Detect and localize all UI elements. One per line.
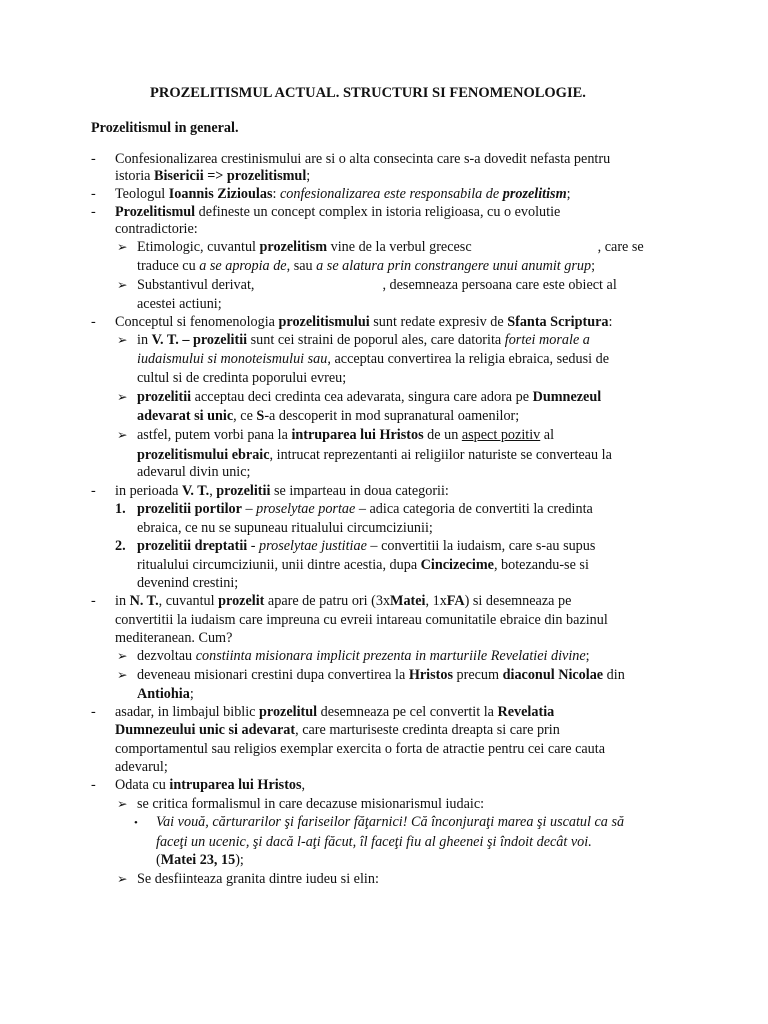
sub-item-line: adevarat si unic, ce S-a descoperit in mod supranatural oamenilor;	[137, 408, 520, 424]
quote-line: Vai vouă, cărturarilor şi fariseilor făţarnici! Că înconjuraţi marea şi uscatul ca să	[156, 814, 625, 830]
sub-item-line: se critica formalismul in care decazuse misionarismul iudaic:	[137, 796, 485, 812]
paragraph-line: in perioada V. T., prozelitii se imparteau in doua categorii:	[115, 483, 449, 499]
sub-item-line: deveneau misionari crestini dupa convertirea la Hristos precum diaconul Nicolae din	[137, 667, 625, 683]
page-title: PROZELITISMUL ACTUAL. STRUCTURI SI FENOMENOLOGIE.	[150, 85, 586, 101]
paragraph-line: Confesionalizarea crestinismului are si o alta consecinta care s-a dovedit nefasta pentru	[115, 151, 611, 167]
dash-marker: -	[91, 593, 96, 609]
sub-item-line: acestei actiuni;	[137, 296, 222, 312]
sub-item-line: Etimologic, cuvantul prozelitism vine de la verbul grecesc , care se	[137, 239, 644, 255]
arrow-bullet-icon: ➢	[117, 278, 128, 292]
sub-item-line: traduce cu a se apropia de, sau a se alatura prin constrangere unui anumit grup;	[137, 258, 596, 274]
paragraph-line: in N. T., cuvantul prozelit apare de patru ori (3xMatei, 1xFA) si desemneaza pe	[115, 593, 572, 609]
dash-marker: -	[91, 777, 96, 793]
numbered-item-line: prozelitii portilor – proselytae portae – adica categoria de convertiti la credinta	[137, 501, 593, 517]
paragraph-line: asadar, in limbajul biblic prozelitul desemneaza pe cel convertit la Revelatia	[115, 704, 555, 720]
sub-item-line: dezvoltau constiinta misionara implicit prezenta in marturiile Revelatiei divine;	[137, 648, 590, 664]
sub-item-line: cultul si de credinta poporului evreu;	[137, 370, 347, 386]
arrow-bullet-icon: ➢	[117, 872, 128, 886]
round-bullet-icon: •	[134, 817, 138, 829]
numbered-item-line: devenind crestini;	[137, 575, 239, 591]
arrow-bullet-icon: ➢	[117, 333, 128, 347]
dash-marker: -	[91, 204, 96, 220]
sub-item-line: Antiohia;	[137, 686, 194, 702]
paragraph-line: Prozelitismul defineste un concept complex in istoria religioasa, cu o evolutie	[115, 204, 561, 220]
quote-line: faceţi un ucenic, şi dacă l-aţi făcut, îl faceţi fiu al gheenei şi îndoit decât voi.	[156, 834, 592, 850]
dash-marker: -	[91, 151, 96, 167]
dash-marker: -	[91, 704, 96, 720]
sub-item-line: astfel, putem vorbi pana la intruparea lui Hristos de un aspect pozitiv al	[137, 427, 555, 443]
dash-marker: -	[91, 186, 96, 202]
quote-line: (Matei 23, 15);	[156, 852, 244, 868]
paragraph-line: Conceptul si fenomenologia prozelitismului sunt redate expresiv de Sfanta Scriptura:	[115, 314, 613, 330]
paragraph-line: Dumnezeului unic si adevarat, care marturiseste credinta dreapta si care prin	[115, 722, 560, 738]
paragraph-line: adevarul;	[115, 759, 168, 775]
paragraph-line: Teologul Ioannis Zizioulas: confesionalizarea este responsabila de prozelitism;	[115, 186, 571, 202]
sub-item-line: Se desfiinteaza granita dintre iudeu si elin:	[137, 871, 379, 887]
enum-marker: 2.	[115, 538, 126, 554]
paragraph-line: istoria Bisericii => prozelitismul;	[115, 168, 311, 184]
sub-item-line: iudaismului si monoteismului sau, acceptau convertirea la religia ebraica, sedusi de	[137, 351, 609, 367]
paragraph-line: comportamentul sau religios exemplar exercita o forta de atractie pentru cei care cauta	[115, 741, 606, 757]
numbered-item-line: prozelitii dreptatii - proselytae justitiae – convertitii la iudaism, care s-au supus	[137, 538, 596, 554]
dash-marker: -	[91, 314, 96, 330]
section-heading: Prozelitismul in general.	[91, 120, 239, 136]
paragraph-line: convertitii la iudaism care impreuna cu evreii intareau comunitatile ebraice din bazinul	[115, 612, 608, 628]
arrow-bullet-icon: ➢	[117, 428, 128, 442]
arrow-bullet-icon: ➢	[117, 649, 128, 663]
sub-item-line: adevarul divin unic;	[137, 464, 251, 480]
paragraph-line: mediteranean. Cum?	[115, 630, 233, 646]
dash-marker: -	[91, 483, 96, 499]
sub-item-line: prozelitismului ebraic, intrucat reprezentanti ai religiilor naturiste se converteau la	[137, 447, 612, 463]
numbered-item-line: ebraica, ce nu se supuneau ritualului circumciziunii;	[137, 520, 433, 536]
sub-item-line: prozelitii acceptau deci credinta cea adevarata, singura care adora pe Dumnezeul	[137, 389, 602, 405]
arrow-bullet-icon: ➢	[117, 797, 128, 811]
arrow-bullet-icon: ➢	[117, 390, 128, 404]
paragraph-line: Odata cu intruparea lui Hristos,	[115, 777, 306, 793]
enum-marker: 1.	[115, 501, 126, 517]
sub-item-line: Substantivul derivat, , desemneaza persoana care este obiect al	[137, 277, 617, 293]
arrow-bullet-icon: ➢	[117, 668, 128, 682]
paragraph-line: contradictorie:	[115, 221, 198, 237]
arrow-bullet-icon: ➢	[117, 240, 128, 254]
numbered-item-line: ritualului circumciziunii, unii dintre acestia, dupa Cincizecime, botezandu-se si	[137, 557, 589, 573]
sub-item-line: in V. T. – prozelitii sunt cei straini de poporul ales, care datorita fortei morale a	[137, 332, 590, 348]
